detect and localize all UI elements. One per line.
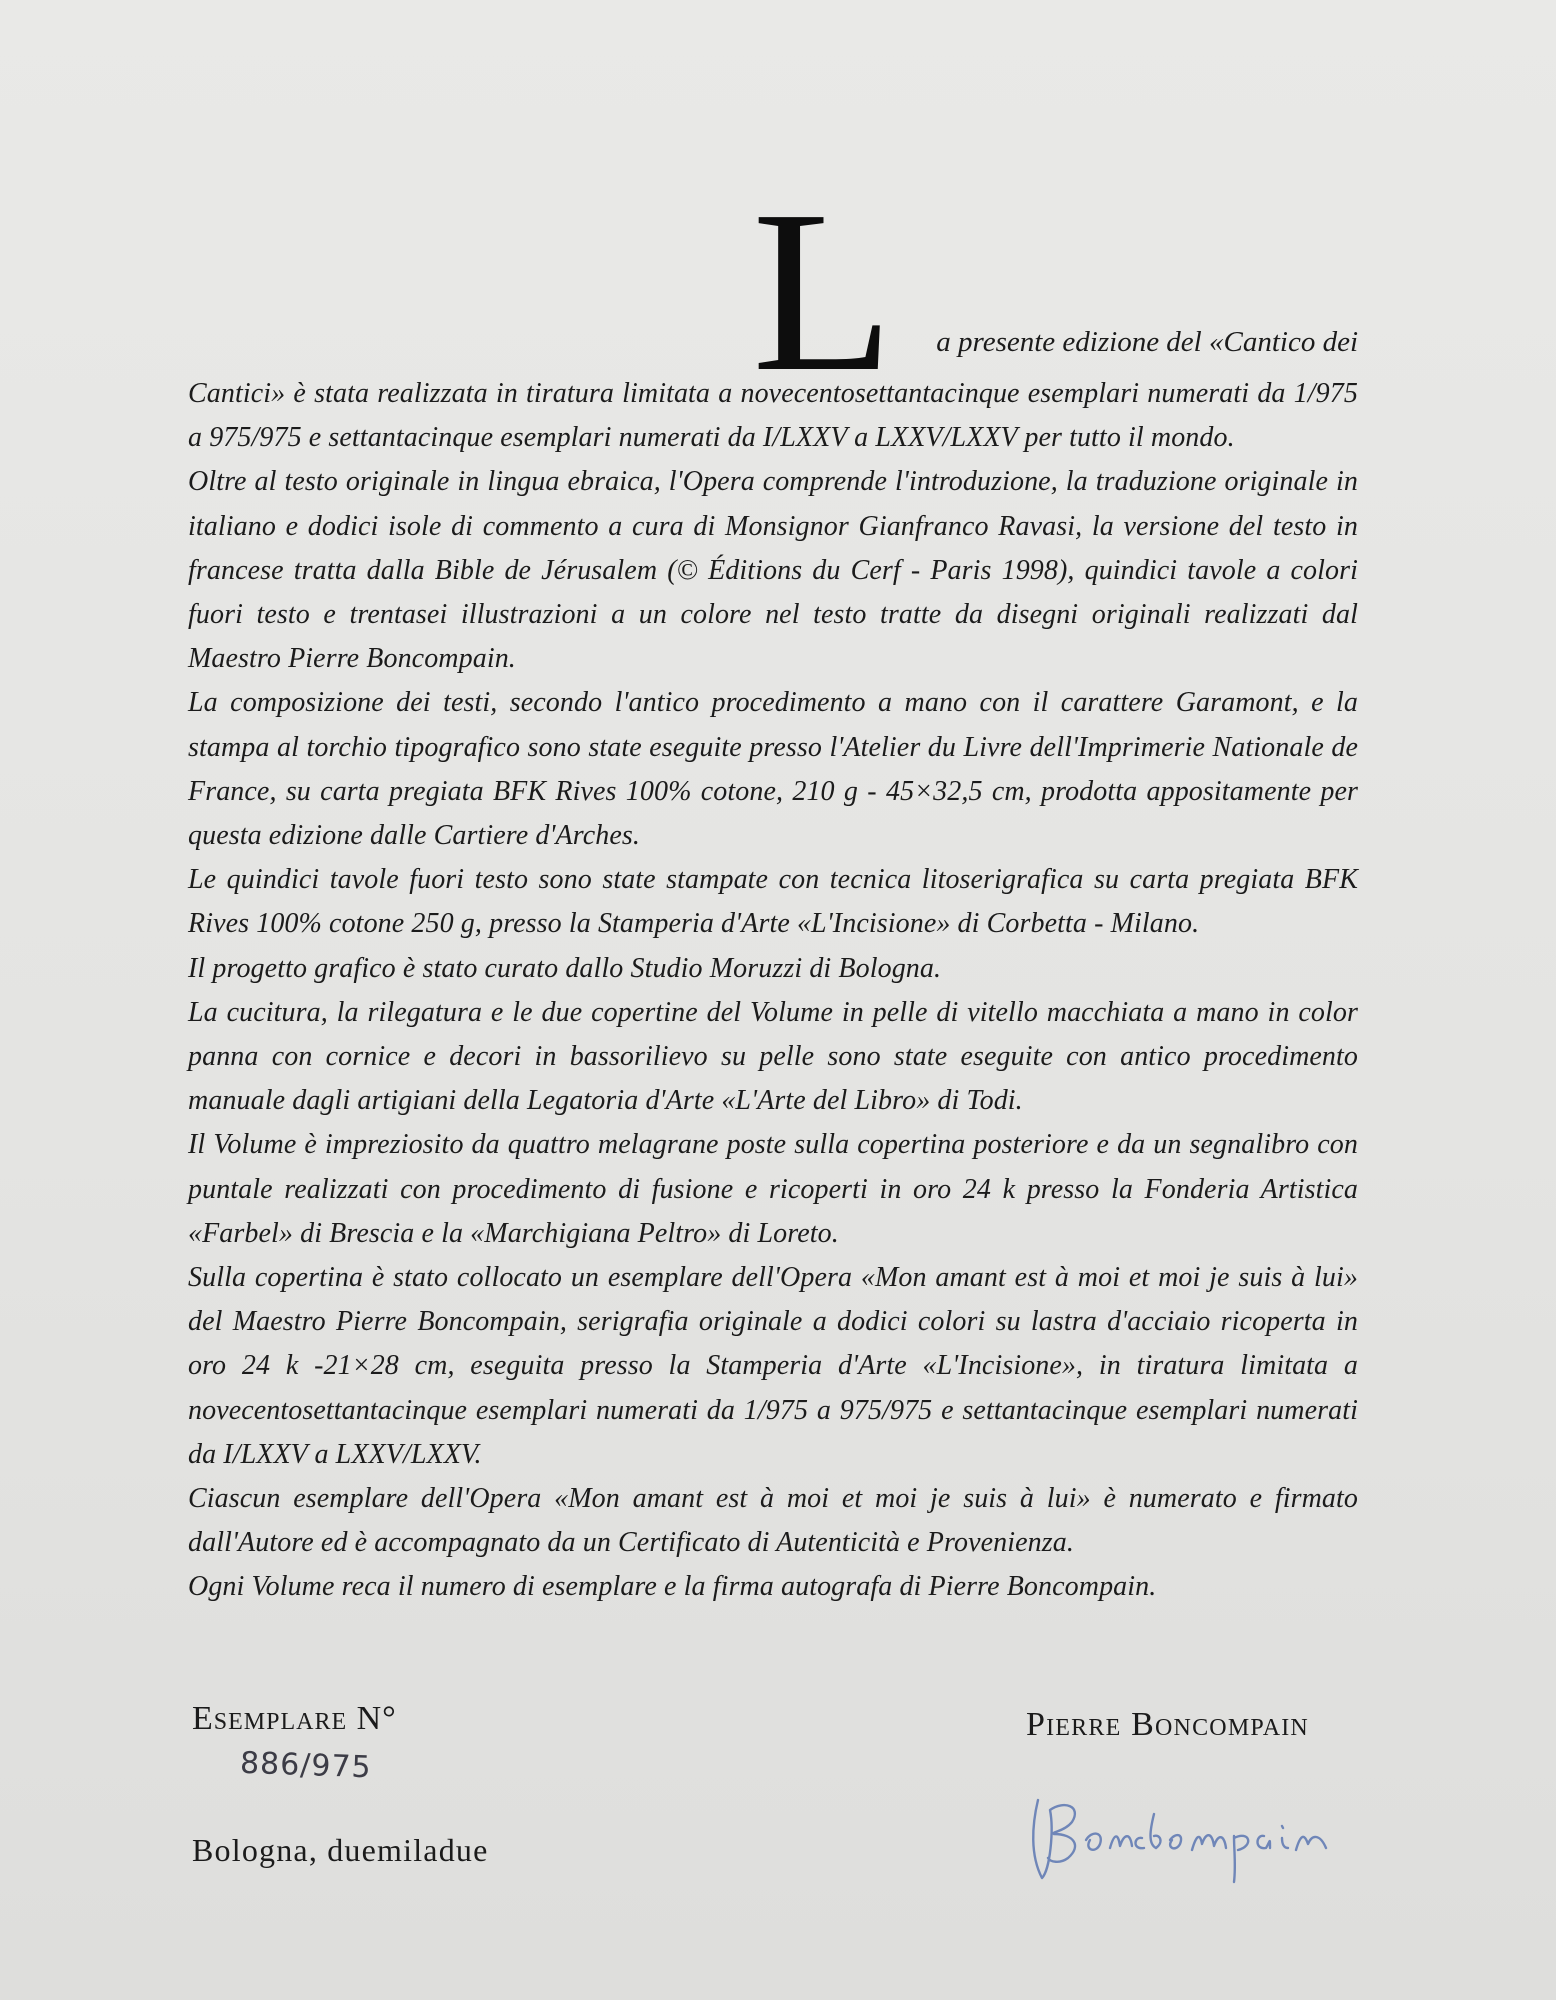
paragraph-edition-run: Cantici» è stata realizzata in tiratura limitata a novecentosettantacinque esemplari numerati da 1/975 a 975/975 e settantacinque esemplari numerati da I/LXXV a LXXV/LXXV per tutto il mondo. (188, 378, 1358, 454)
paragraph-certificate: Ciascun esemplare dell'Opera «Mon amant est à moi et moi je suis à lui» è numerato e firmato dall'Autore ed è accompagnato da un Certificato di Autenticità e Provenienza. (188, 1483, 1358, 1559)
colophon-body (188, 372, 1358, 1610)
paragraph-graphic-design: Il progetto grafico è stato curato dallo Studio Moruzzi di Bologna. (188, 952, 942, 984)
paragraph-ornaments: Il Volume è impreziosito da quattro melagrane poste sulla copertina posteriore e da un segnalibro con puntale realizzati con procedimento di fusione e ricoperti in oro 24 k presso la Fonderia Artistica «Farbel» di Brescia e la «Marchigiana Peltro» di Loreto. (188, 1129, 1358, 1249)
handwritten-signature (1020, 1770, 1350, 1890)
paragraph-signature-note: Ogni Volume reca il numero di esemplare e la firma autografa di Pierre Boncompain. (188, 1571, 1157, 1603)
author-name: Pierre Boncompain (1026, 1706, 1309, 1743)
opening-line: a presente edizione del «Cantico dei (936, 326, 1358, 358)
paragraph-cover-artwork: Sulla copertina è stato collocato un esemplare dell'Opera «Mon amant est à moi et moi je suis à lui» del Maestro Pierre Boncompain, serigrafia originale a dodici colori su lastra d'acciaio ricoperta in oro 24 k -21×28 cm, eseguita presso la Stamperia d'Arte «L'Incisione», in tiratura limitata a novecentosettantacinque esemplari numerati da 1/975 a 975/975 e settantacinque esemplari numerati da I/LXXV a LXXV/LXXV. (188, 1262, 1358, 1470)
place-and-date: Bologna, duemiladue (192, 1832, 489, 1868)
drop-cap-initial: L (752, 163, 894, 420)
paragraph-contents: Oltre al testo originale in lingua ebraica, l'Opera comprende l'introduzione, la traduzione originale in italiano e dodici isole di commento a cura di Monsignor Gianfranco Ravasi, la versione del testo in francese tratta dalla Bible de Jérusalem (© Éditions du Cerf - Paris 1998), quindici tavole a colori fuori testo e trentasei illustrazioni a un colore nel testo tratte da disegni originali realizzati dal Maestro Pierre Boncompain. (188, 466, 1358, 675)
handwritten-edition-number: 886/975 (239, 1745, 373, 1786)
paragraph-typesetting: La composizione dei testi, secondo l'antico procedimento a mano con il carattere Garamont, e la stampa al torchio tipografico sono state eseguite presso l'Atelier du Livre dell'Imprimerie Nationale de France, su carta pregiata BFK Rives 100% cotone, 210 g - 45×32,5 cm, prodotta appositamente per questa edizione dalle Cartiere d'Arches. (188, 687, 1358, 852)
paragraph-plates: Le quindici tavole fuori testo sono state stampate con tecnica litoserigrafica su carta pregiata BFK Rives 100% cotone 250 g, presso la Stamperia d'Arte «L'Incisione» di Corbetta - Milano. (188, 864, 1358, 940)
paragraph-binding: La cucitura, la rilegatura e le due copertine del Volume in pelle di vitello macchiata a mano in color panna con cornice e decori in bassorilievo su pelle sono state eseguite con antico procedimento manuale dagli artigiani della Legatoria d'Arte «L'Arte del Libro» di Todi. (188, 996, 1358, 1117)
edition-number-label: Esemplare N° (192, 1700, 397, 1737)
